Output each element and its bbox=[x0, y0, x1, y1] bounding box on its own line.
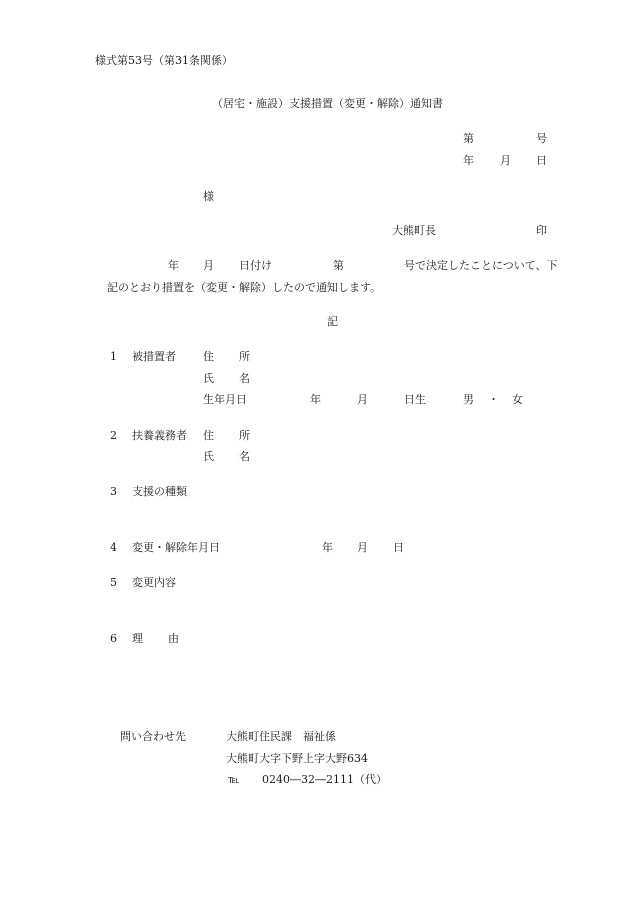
issuer-name: 大熊町長 bbox=[392, 224, 436, 237]
item4-day: 日 bbox=[393, 541, 404, 554]
contact-tel: 0240―32―2111（代） bbox=[262, 773, 387, 786]
item1-birth-label: 生年月日 bbox=[203, 393, 247, 406]
item6-number: 6 bbox=[110, 632, 117, 645]
date-day: 日 bbox=[536, 154, 547, 167]
item1-dot: ・ bbox=[488, 393, 499, 406]
item5-label: 変更内容 bbox=[132, 576, 176, 589]
date-month: 月 bbox=[500, 154, 511, 167]
document-title: （居宅・施設）支援措置（変更・解除）通知書 bbox=[212, 97, 443, 110]
item1-label: 被措置者 bbox=[132, 350, 176, 363]
body-day-suffix: 日付け bbox=[239, 259, 272, 272]
body-month: 月 bbox=[203, 259, 214, 272]
date-year: 年 bbox=[463, 154, 474, 167]
contact-department: 大熊町住民課 福祉係 bbox=[226, 730, 336, 743]
item3-number: 3 bbox=[110, 485, 117, 498]
item4-number: 4 bbox=[110, 541, 117, 554]
item5-number: 5 bbox=[110, 576, 117, 589]
item1-birth-year: 年 bbox=[310, 393, 321, 406]
addressee-suffix: 様 bbox=[203, 190, 214, 203]
body-no-prefix: 第 bbox=[333, 259, 344, 272]
number-suffix: 号 bbox=[536, 132, 547, 145]
body-year: 年 bbox=[168, 259, 179, 272]
form-number: 様式第53号（第31条関係） bbox=[95, 54, 233, 67]
item6-label-a: 理 bbox=[132, 632, 143, 645]
item4-month: 月 bbox=[357, 541, 368, 554]
item1-address-b: 所 bbox=[239, 350, 250, 363]
item2-address-b: 所 bbox=[239, 429, 250, 442]
item1-birth-day: 日生 bbox=[404, 393, 426, 406]
item2-address-a: 住 bbox=[203, 429, 214, 442]
item1-female: 女 bbox=[512, 393, 523, 406]
body-line1-rest: 号で決定したことについて、下 bbox=[404, 259, 558, 272]
item2-name-b: 名 bbox=[239, 450, 250, 463]
contact-address: 大熊町大字下野上字大野634 bbox=[226, 752, 368, 765]
item1-number: 1 bbox=[110, 350, 117, 363]
item2-name-a: 氏 bbox=[203, 450, 214, 463]
body-line2: 記のとおり措置を（変更・解除）したので通知します。 bbox=[107, 281, 382, 294]
item4-year: 年 bbox=[322, 541, 333, 554]
item1-name-b: 名 bbox=[239, 372, 250, 385]
contact-tel-label: ℡ bbox=[228, 773, 240, 786]
item1-address-a: 住 bbox=[203, 350, 214, 363]
item2-number: 2 bbox=[110, 429, 117, 442]
contact-label: 問い合わせ先 bbox=[120, 730, 186, 743]
item2-label: 扶養義務者 bbox=[132, 429, 187, 442]
item3-label: 支援の種類 bbox=[132, 485, 187, 498]
number-prefix: 第 bbox=[463, 132, 474, 145]
item1-male: 男 bbox=[463, 393, 474, 406]
item4-label: 変更・解除年月日 bbox=[132, 541, 220, 554]
item1-name-a: 氏 bbox=[203, 372, 214, 385]
item1-birth-month: 月 bbox=[357, 393, 368, 406]
ki-mark: 記 bbox=[327, 315, 338, 328]
issuer-seal: 印 bbox=[536, 224, 547, 237]
item6-label-b: 由 bbox=[168, 632, 179, 645]
